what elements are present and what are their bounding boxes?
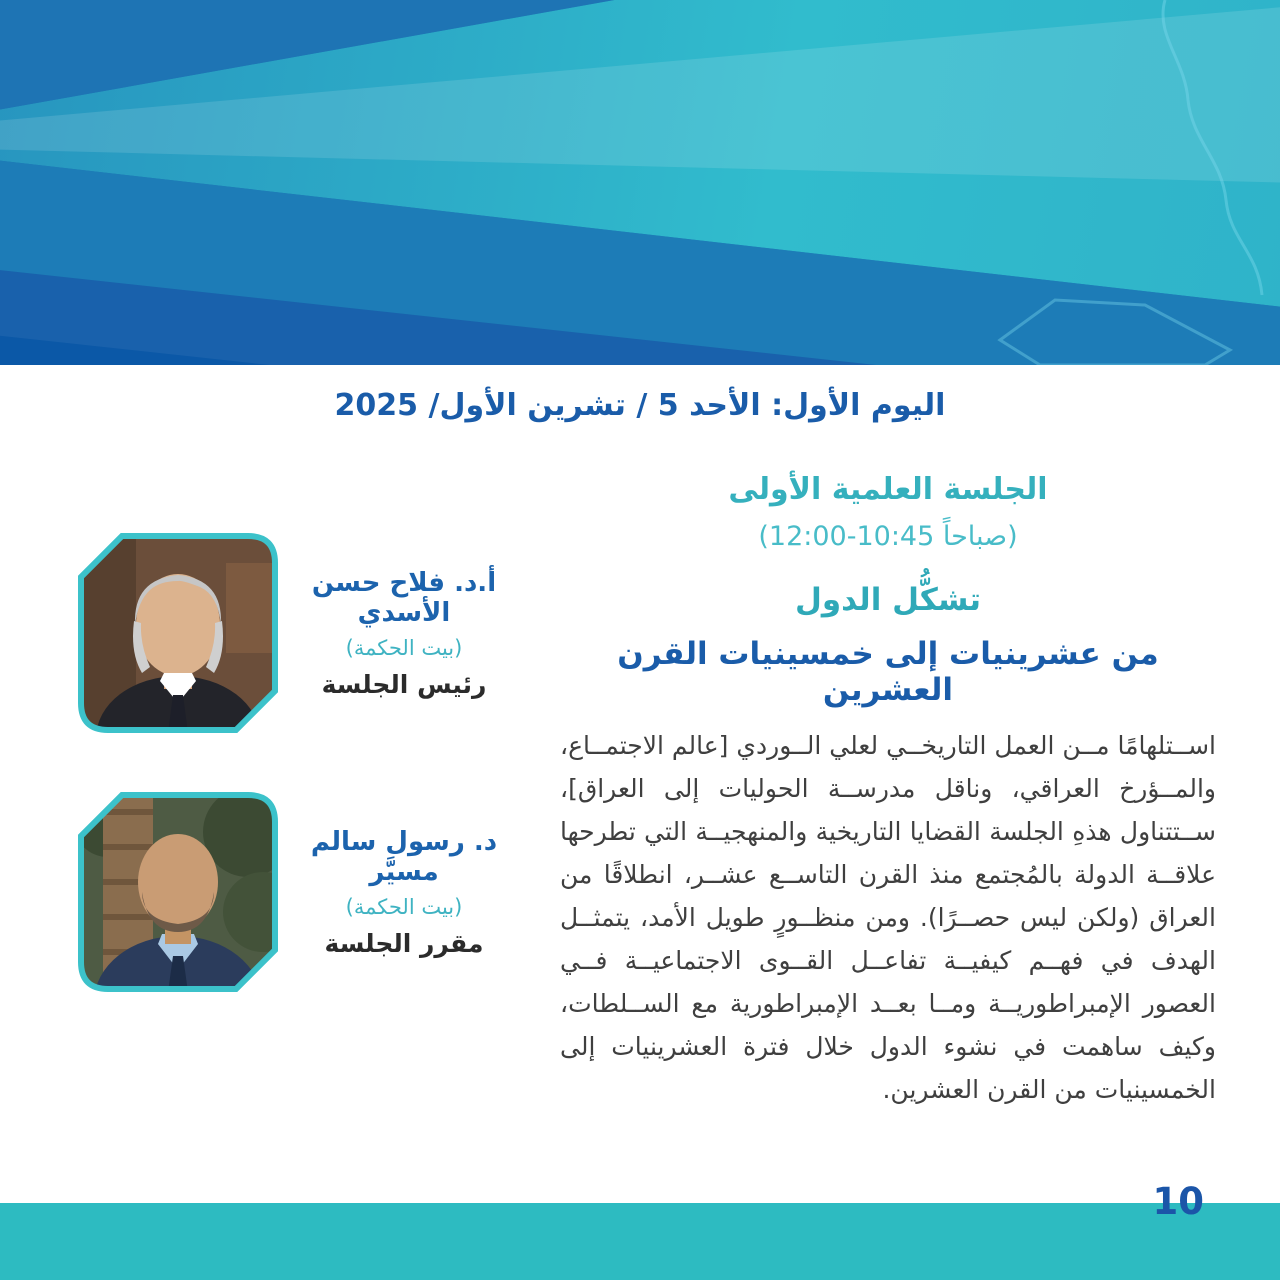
- person-portrait-icon: [78, 792, 278, 992]
- session-topic-subtitle: من عشرينيات إلى خمسينيات القرن العشرين: [617, 636, 1159, 708]
- session-title: الجلسة العلمية الأولى: [728, 472, 1048, 507]
- speaker-caption-rapporteur: [278, 827, 542, 958]
- iraq-map-outline-icon: [980, 0, 1280, 365]
- footer-bar: [0, 1203, 1280, 1280]
- speaker-card-chair: [78, 533, 542, 733]
- speaker-photo-chair: [78, 533, 278, 733]
- speaker-photo-rapporteur: [78, 792, 278, 992]
- session-column: [560, 472, 1216, 1111]
- session-topic-title: تشكُّل الدول: [794, 582, 981, 618]
- day-date-heading: اليوم الأول: الأحد 5 / تشرين الأول/ 2025: [334, 388, 946, 423]
- speaker-affiliation: (بيت الحكمة): [345, 635, 463, 660]
- speaker-caption-chair: [278, 568, 542, 699]
- header-banner: [0, 0, 1280, 365]
- speaker-affiliation: (بيت الحكمة): [345, 894, 463, 919]
- speaker-name: أ.د. فلاح حسن الأسدي: [311, 567, 497, 628]
- speaker-name: د. رسول سالم مسيَّر: [310, 826, 498, 887]
- session-time: (12:00-10:45 صباحاً): [758, 521, 1018, 552]
- speaker-role: رئيس الجلسة: [321, 669, 487, 699]
- speaker-role: مقرر الجلسة: [324, 928, 484, 958]
- session-abstract: اســتلهامًا مــن العمل التاريخــي لعلي الــوردي [عالم الاجتمــاع، والمــؤرخ العراقي، وناقل مدرســة الحوليات إلى العراق]، ســتتناول هذهِ الجلسة القضايا التاريخية والمنهجيــة التي تطرحها علاقــة الدولة بالمُجتمع منذ القرن التاســع عشــر، انطلاقًا من العراق (ولكن ليس حصــرًا). ومن منظــورٍ طويل الأمد، يتمثــل الهدف في فهــم كيفيــة تفاعــل القــوى الاجتماعيــة فــي العصور الإمبراطوريــة ومــا بعــد الإمبراطورية مع الســلطات، وكيف ساهمت في نشوء الدول خلال فترة العشرينيات إلى الخمسينيات من القرن العشرين.: [560, 731, 1216, 1104]
- person-portrait-icon: [78, 533, 278, 733]
- speaker-card-rapporteur: [78, 792, 542, 992]
- page-number: 10: [1152, 1180, 1204, 1223]
